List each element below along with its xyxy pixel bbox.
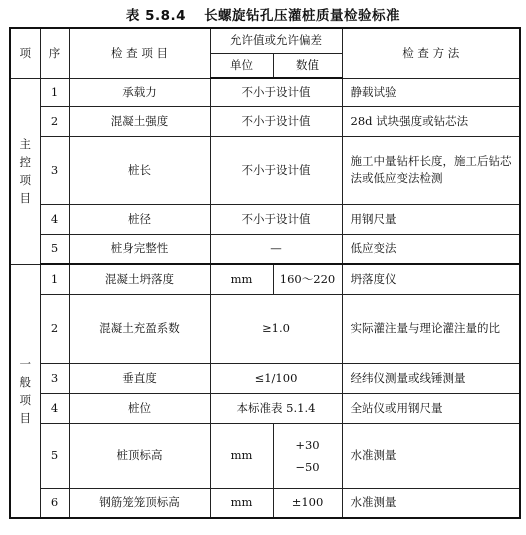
table-cell-seq: 1 [40,264,69,294]
table-cell-seq: 5 [40,234,69,264]
table-cell-seq: 1 [40,78,69,106]
table-cell-seq: 4 [40,393,69,423]
table-cell-allowance: 不小于设计值 [210,78,342,106]
table-cell-seq: 4 [40,204,69,234]
header-seq: 序 [40,28,69,78]
table-title-text: 长螺旋钻孔压灌桩质量检验标准 [204,8,401,24]
table-cell-item: 桩位 [69,393,210,423]
table-cell-unit: mm [210,488,273,518]
table-number: 表 5.8.4 [125,8,187,24]
table-cell-method: 实际灌注量与理论灌注量的比 [342,294,520,363]
table-cell-item: 桩径 [69,204,210,234]
table-cell-value: ±100 [273,488,342,518]
table-cell-item: 桩顶标高 [69,423,210,488]
table-cell-method: 28d 试块强度或钻芯法 [342,106,520,136]
table-cell-method: 经纬仪测量或线锤测量 [342,363,520,393]
table-cell-seq: 6 [40,488,69,518]
group-main-control: 主 控 项 目 [10,78,40,264]
table-cell-seq: 2 [40,106,69,136]
header-item: 项 [10,28,40,78]
table-cell-item: 垂直度 [69,363,210,393]
table-cell-method: 施工中量钻杆长度，施工后钻芯法或低应变法检测 [342,136,520,204]
header-value: 数值 [273,53,342,78]
table-cell-item: 桩长 [69,136,210,204]
table-cell-allowance: 不小于设计值 [210,136,342,204]
table-cell-method: 全站仪或用钢尺量 [342,393,520,423]
table-cell-seq: 2 [40,294,69,363]
table-cell-item: 混凝土坍落度 [69,264,210,294]
table-cell-seq: 3 [40,136,69,204]
table-cell-method: 静载试验 [342,78,520,106]
table-cell-unit: mm [210,423,273,488]
header-check-item: 检 查 项 目 [69,28,210,78]
table-cell-allowance: 本标准表 5.1.4 [210,393,342,423]
table-cell-value [273,423,342,488]
value-lower: −50 [295,459,320,474]
header-unit: 单位 [210,53,273,78]
table-cell-unit: mm [210,264,273,294]
table-cell-method: 用钢尺量 [342,204,520,234]
table-cell-allowance: 不小于设计值 [210,204,342,234]
table-cell-seq: 5 [40,423,69,488]
table-cell-item: 混凝土强度 [69,106,210,136]
value-upper: +30 [295,437,320,452]
group-general: 一 般 项 目 [10,264,40,518]
header-method: 检 查 方 法 [342,28,520,78]
table-cell-item: 承载力 [69,78,210,106]
table-cell-method: 水准测量 [342,423,520,488]
table-cell-seq: 3 [40,363,69,393]
table-cell-item: 钢筋笼笼顶标高 [69,488,210,518]
table-title [0,4,526,24]
quality-inspection-table [9,27,521,519]
table-cell-allowance: ≥1.0 [210,294,342,363]
table-cell-value: 160～220 [273,264,342,294]
table-cell-item: 混凝土充盈系数 [69,294,210,363]
table-cell-method: 低应变法 [342,234,520,264]
table-cell-method: 水准测量 [342,488,520,518]
table-cell-allowance: ≤1/100 [210,363,342,393]
table-cell-item: 桩身完整性 [69,234,210,264]
table-cell-allowance: — [210,234,342,264]
table-cell-allowance: 不小于设计值 [210,106,342,136]
table-cell-method: 坍落度仪 [342,264,520,294]
header-allowance: 允许值或允许偏差 [210,28,342,53]
